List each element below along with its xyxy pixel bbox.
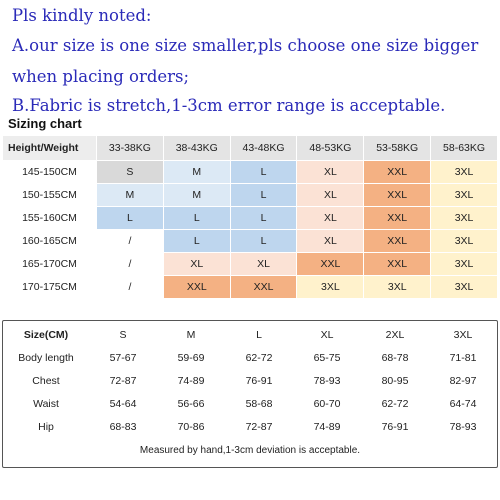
size-cell: XXL bbox=[230, 276, 297, 299]
size-cell: L bbox=[230, 161, 297, 184]
sizing-chart-title: Sizing chart bbox=[8, 116, 82, 131]
weight-header: 53-58KG bbox=[364, 136, 431, 161]
size-cell: / bbox=[97, 230, 164, 253]
size-cell: XXL bbox=[364, 184, 431, 207]
size-cell: M bbox=[97, 184, 164, 207]
height-cell: 165-170CM bbox=[3, 253, 97, 276]
sizing-chart-table bbox=[2, 135, 498, 299]
size-cell: L bbox=[230, 184, 297, 207]
measurement-footnote: Measured by hand,1-3cm deviation is acceptable. bbox=[139, 445, 361, 456]
note-a-line2: when placing orders; bbox=[12, 67, 190, 86]
measure-label: Chest bbox=[32, 374, 60, 387]
size-cell: 3XL bbox=[297, 276, 364, 299]
measure-value: 78-93 bbox=[449, 420, 477, 433]
measure-value: 65-75 bbox=[313, 351, 341, 364]
size-cell: 3XL bbox=[431, 161, 498, 184]
measure-value: 72-87 bbox=[245, 420, 273, 433]
height-cell: 160-165CM bbox=[3, 230, 97, 253]
measure-value: 76-91 bbox=[245, 374, 273, 387]
size-cell: M bbox=[163, 184, 230, 207]
size-column-header: L bbox=[256, 328, 262, 341]
table-row bbox=[3, 161, 498, 184]
measure-value: 64-74 bbox=[449, 397, 477, 410]
table-row bbox=[3, 230, 498, 253]
size-cell: / bbox=[97, 253, 164, 276]
size-column-header: 2XL bbox=[385, 328, 405, 341]
measure-value: 80-95 bbox=[381, 374, 409, 387]
measure-value: 68-83 bbox=[109, 420, 137, 433]
size-column-header: XL bbox=[320, 328, 334, 341]
size-cell: 3XL bbox=[364, 276, 431, 299]
measure-value: 76-91 bbox=[381, 420, 409, 433]
measure-value: 72-87 bbox=[109, 374, 137, 387]
measure-value: 74-89 bbox=[177, 374, 205, 387]
measure-label: Hip bbox=[38, 420, 54, 433]
note-heading: Pls kindly noted: bbox=[12, 6, 152, 25]
height-cell: 145-150CM bbox=[3, 161, 97, 184]
size-cell: XL bbox=[297, 184, 364, 207]
measure-value: 62-72 bbox=[381, 397, 409, 410]
table-row bbox=[3, 276, 498, 299]
measure-value: 58-68 bbox=[245, 397, 273, 410]
measure-value: 74-89 bbox=[313, 420, 341, 433]
measure-value: 60-70 bbox=[313, 397, 341, 410]
table-row bbox=[3, 207, 498, 230]
size-column-header: M bbox=[186, 328, 196, 341]
size-cell: XL bbox=[163, 253, 230, 276]
weight-header: 58-63KG bbox=[431, 136, 498, 161]
size-cell: L bbox=[230, 230, 297, 253]
measurement-panel bbox=[2, 320, 498, 468]
size-cell: XXL bbox=[364, 253, 431, 276]
measure-value: 54-64 bbox=[109, 397, 137, 410]
size-cell: / bbox=[97, 276, 164, 299]
measure-value: 71-81 bbox=[449, 351, 477, 364]
table-header-row bbox=[3, 136, 498, 161]
table-row bbox=[3, 369, 497, 392]
size-cell: XXL bbox=[364, 207, 431, 230]
table-row bbox=[3, 184, 498, 207]
size-cell: L bbox=[230, 207, 297, 230]
height-cell: 170-175CM bbox=[3, 276, 97, 299]
table-header-row bbox=[3, 323, 497, 346]
size-cell: XL bbox=[230, 253, 297, 276]
weight-header: 38-43KG bbox=[163, 136, 230, 161]
height-cell: 155-160CM bbox=[3, 207, 97, 230]
measure-value: 59-69 bbox=[177, 351, 205, 364]
measure-value: 62-72 bbox=[245, 351, 273, 364]
size-column-header: 3XL bbox=[453, 328, 473, 341]
measure-value: 78-93 bbox=[313, 374, 341, 387]
measure-value: 56-66 bbox=[177, 397, 205, 410]
table-row bbox=[3, 253, 498, 276]
size-cell: 3XL bbox=[431, 184, 498, 207]
size-cell: L bbox=[97, 207, 164, 230]
corner-header: Height/Weight bbox=[3, 136, 97, 161]
size-cell: 3XL bbox=[431, 253, 498, 276]
measure-label: Waist bbox=[33, 397, 59, 410]
table-row bbox=[3, 392, 497, 415]
measure-value: 82-97 bbox=[449, 374, 477, 387]
size-cell: 3XL bbox=[431, 207, 498, 230]
size-cell: XXL bbox=[364, 161, 431, 184]
size-cell: L bbox=[163, 207, 230, 230]
size-cell: XL bbox=[297, 161, 364, 184]
weight-header: 43-48KG bbox=[230, 136, 297, 161]
size-cell: XXL bbox=[364, 230, 431, 253]
height-cell: 150-155CM bbox=[3, 184, 97, 207]
size-cell: S bbox=[97, 161, 164, 184]
measure-value: 68-78 bbox=[381, 351, 409, 364]
size-header: Size(CM) bbox=[23, 328, 69, 341]
note-b: B.Fabric is stretch,1-3cm error range is acceptable. bbox=[12, 96, 446, 115]
size-cell: 3XL bbox=[431, 230, 498, 253]
size-cell: XL bbox=[297, 207, 364, 230]
size-cell: M bbox=[163, 161, 230, 184]
size-cell: XXL bbox=[297, 253, 364, 276]
measure-value: 70-86 bbox=[177, 420, 205, 433]
note-a-line1: A.our size is one size smaller,pls choose one size bigger bbox=[12, 36, 479, 55]
size-cell: XXL bbox=[163, 276, 230, 299]
measure-label: Body length bbox=[18, 351, 74, 364]
size-cell: L bbox=[163, 230, 230, 253]
weight-header: 33-38KG bbox=[97, 136, 164, 161]
size-cell: 3XL bbox=[431, 276, 498, 299]
measurement-table bbox=[3, 323, 497, 438]
weight-header: 48-53KG bbox=[297, 136, 364, 161]
table-row bbox=[3, 415, 497, 438]
size-cell: XL bbox=[297, 230, 364, 253]
measure-value: 57-67 bbox=[109, 351, 137, 364]
size-column-header: S bbox=[119, 328, 127, 341]
table-row bbox=[3, 346, 497, 369]
